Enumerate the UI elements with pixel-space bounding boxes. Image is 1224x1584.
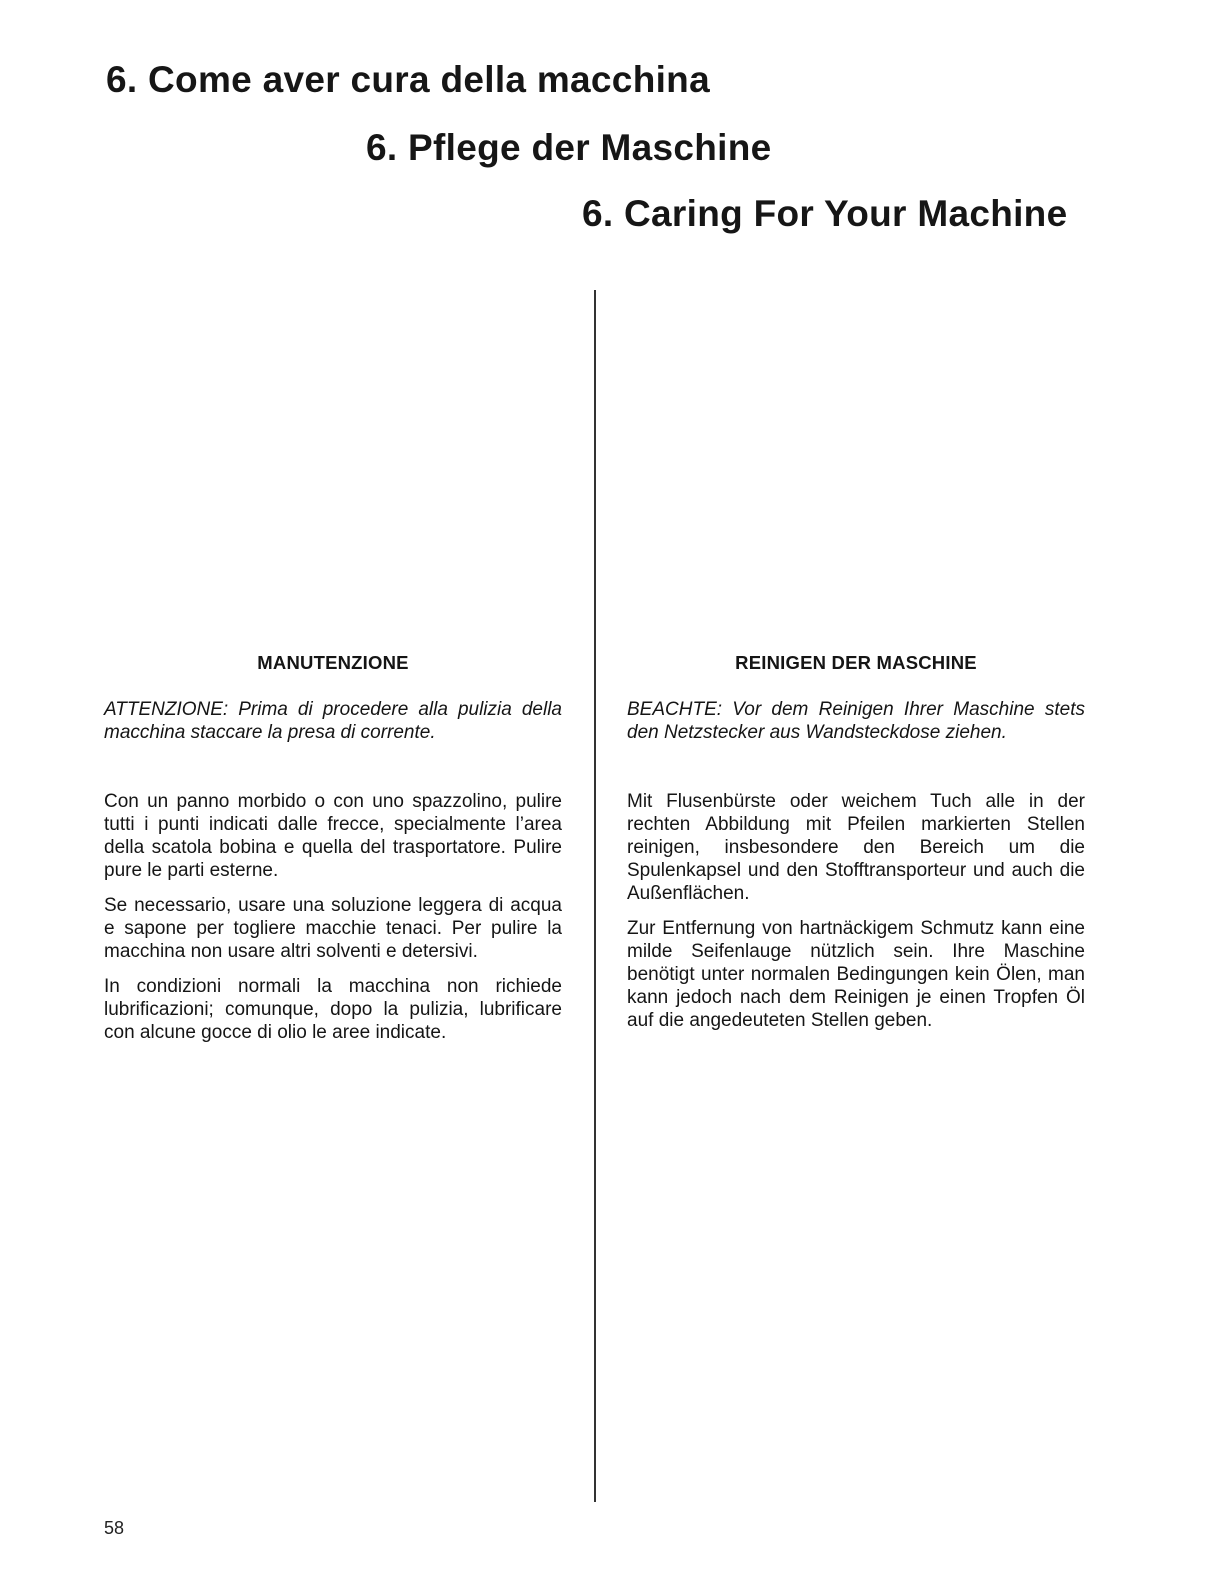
left-column — [104, 652, 562, 1056]
left-column-heading: MANUTENZIONE — [257, 652, 409, 673]
title-italian: 6. Come aver cura della macchina — [106, 59, 710, 100]
left-paragraph: Con un panno morbido o con uno spazzolino, pulire tutti i punti indicati dalle frecce, specialmente l’area della scatola bobina e quella del trasportatore. Pulire pure le parti esterne. — [104, 791, 562, 881]
title-english: 6. Caring For Your Machine — [582, 193, 1068, 234]
left-warning-note: ATTENZIONE: Prima di procedere alla pulizia della macchina staccare la presa di corrente. — [104, 699, 562, 743]
right-paragraph: Zur Entfernung von hartnäckigem Schmutz kann eine milde Seifenlauge nützlich sein. Ihre Maschine benötigt unter normalen Bedingungen kein Ölen, man kann jedoch nach dem Reinigen je einen Tropfen Öl auf die angedeuteten Stellen geben. — [627, 918, 1085, 1031]
page-number: 58 — [104, 1518, 125, 1538]
right-warning-note: BEACHTE: Vor dem Reinigen Ihrer Maschine stets den Netzstecker aus Wandsteckdose ziehen. — [627, 699, 1085, 743]
left-paragraph: In condizioni normali la macchina non richiede lubrificazioni; comunque, dopo la pulizia, lubrificare con alcune gocce di olio le aree indicate. — [104, 976, 562, 1043]
right-column — [627, 652, 1085, 1044]
right-paragraph: Mit Flusenbürste oder weichem Tuch alle in der rechten Abbildung mit Pfeilen markierten Stellen reinigen, insbesondere den Bereich um die Spulenkapsel und den Stofftransporteur und auch die Außenflächen. — [627, 791, 1085, 904]
title-german: 6. Pflege der Maschine — [366, 127, 772, 168]
right-column-heading: REINIGEN DER MASCHINE — [735, 652, 977, 673]
column-divider — [594, 290, 596, 1502]
left-paragraph: Se necessario, usare una soluzione leggera di acqua e sapone per togliere macchie tenaci. Per pulire la macchina non usare altri solventi e detersivi. — [104, 895, 562, 962]
